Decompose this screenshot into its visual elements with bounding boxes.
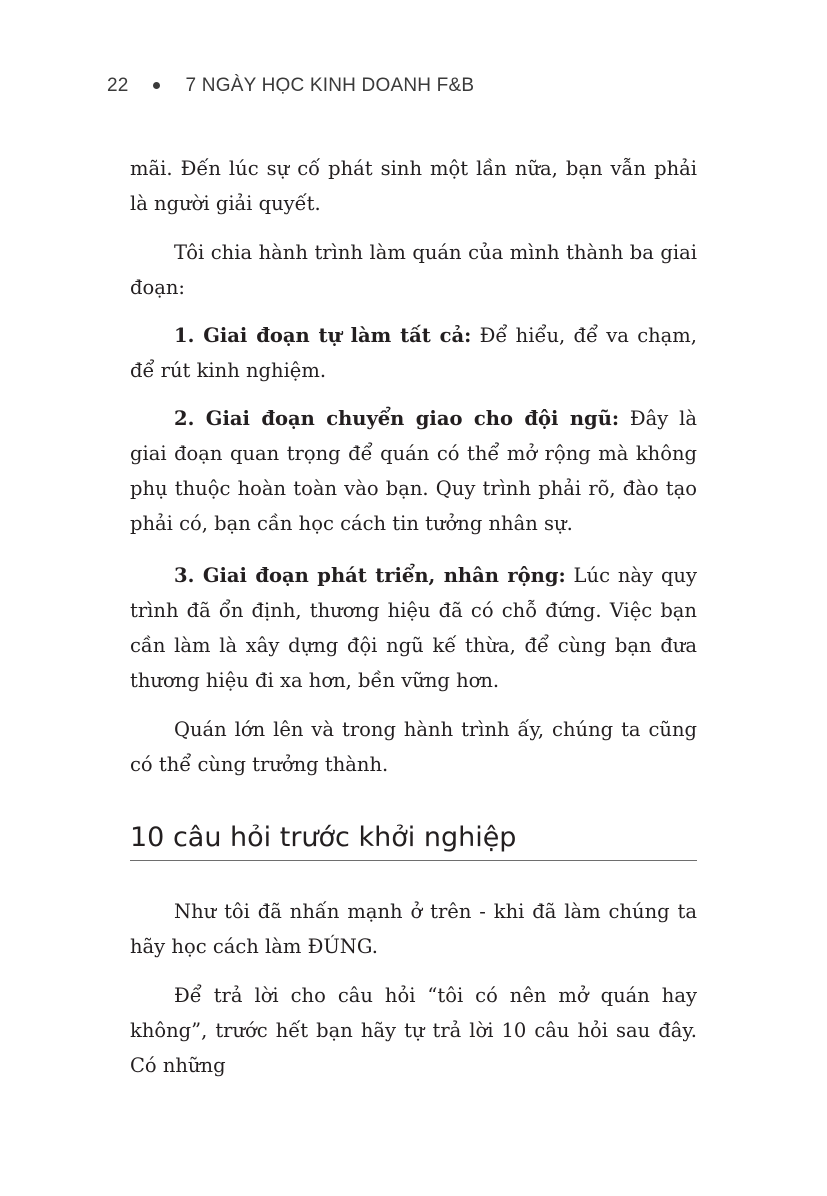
section-paragraph-1: Như tôi đã nhấn mạnh ở trên - khi đã làm chúng ta hãy học cách làm ĐÚNG. (130, 900, 697, 958)
bullet-separator (153, 82, 160, 89)
stage-item-2 (130, 401, 697, 541)
stage-item-1 (130, 318, 697, 388)
stage-item-2-label: 2. Giai đoạn chuyển giao cho đội ngũ: (174, 407, 620, 430)
running-header (107, 72, 474, 100)
paragraph-conclusion: Quán lớn lên và trong hành trình ấy, chúng ta cũng có thể cùng trưởng thành. (130, 718, 697, 776)
paragraph-continuation: mãi. Đến lúc sự cố phát sinh một lần nữa, bạn vẫn phải là người giải quyết. (130, 157, 697, 215)
stage-item-1-text: Để hiểu, để va chạm, để rút kinh nghiệm. (130, 324, 697, 382)
stage-item-3-text: Lúc này quy trình đã ổn định, thương hiệu đã có chỗ đứng. Việc bạn cần làm là xây dựng đội ngũ kế thừa, để cùng bạn đưa thương hiệu đi xa hơn, bền vững hơn. (130, 564, 697, 692)
section-divider (130, 860, 697, 861)
stage-item-2-text: Đây là giai đoạn quan trọng để quán có thể mở rộng mà không phụ thuộc hoàn toàn vào bạn. Quy trình phải rõ, đào tạo phải có, bạn cần học cách tin tưởng nhân sự. (130, 407, 698, 535)
book-title: 7 NGÀY HỌC KINH DOANH F&B (185, 75, 475, 96)
stage-item-3 (130, 558, 697, 698)
section-paragraph-2: Để trả lời cho câu hỏi “tôi có nên mở quán hay không”, trước hết bạn hãy tự trả lời 10 câu hỏi sau đây. Có những (130, 984, 697, 1077)
section-title: 10 câu hỏi trước khởi nghiệp (130, 822, 517, 853)
stage-item-3-label: 3. Giai đoạn phát triển, nhân rộng: (174, 564, 566, 587)
paragraph-stages-intro: Tôi chia hành trình làm quán của mình thành ba giai đoạn: (130, 241, 697, 299)
page-number: 22 (107, 75, 129, 96)
stage-item-1-label: 1. Giai đoạn tự làm tất cả: (174, 324, 472, 347)
